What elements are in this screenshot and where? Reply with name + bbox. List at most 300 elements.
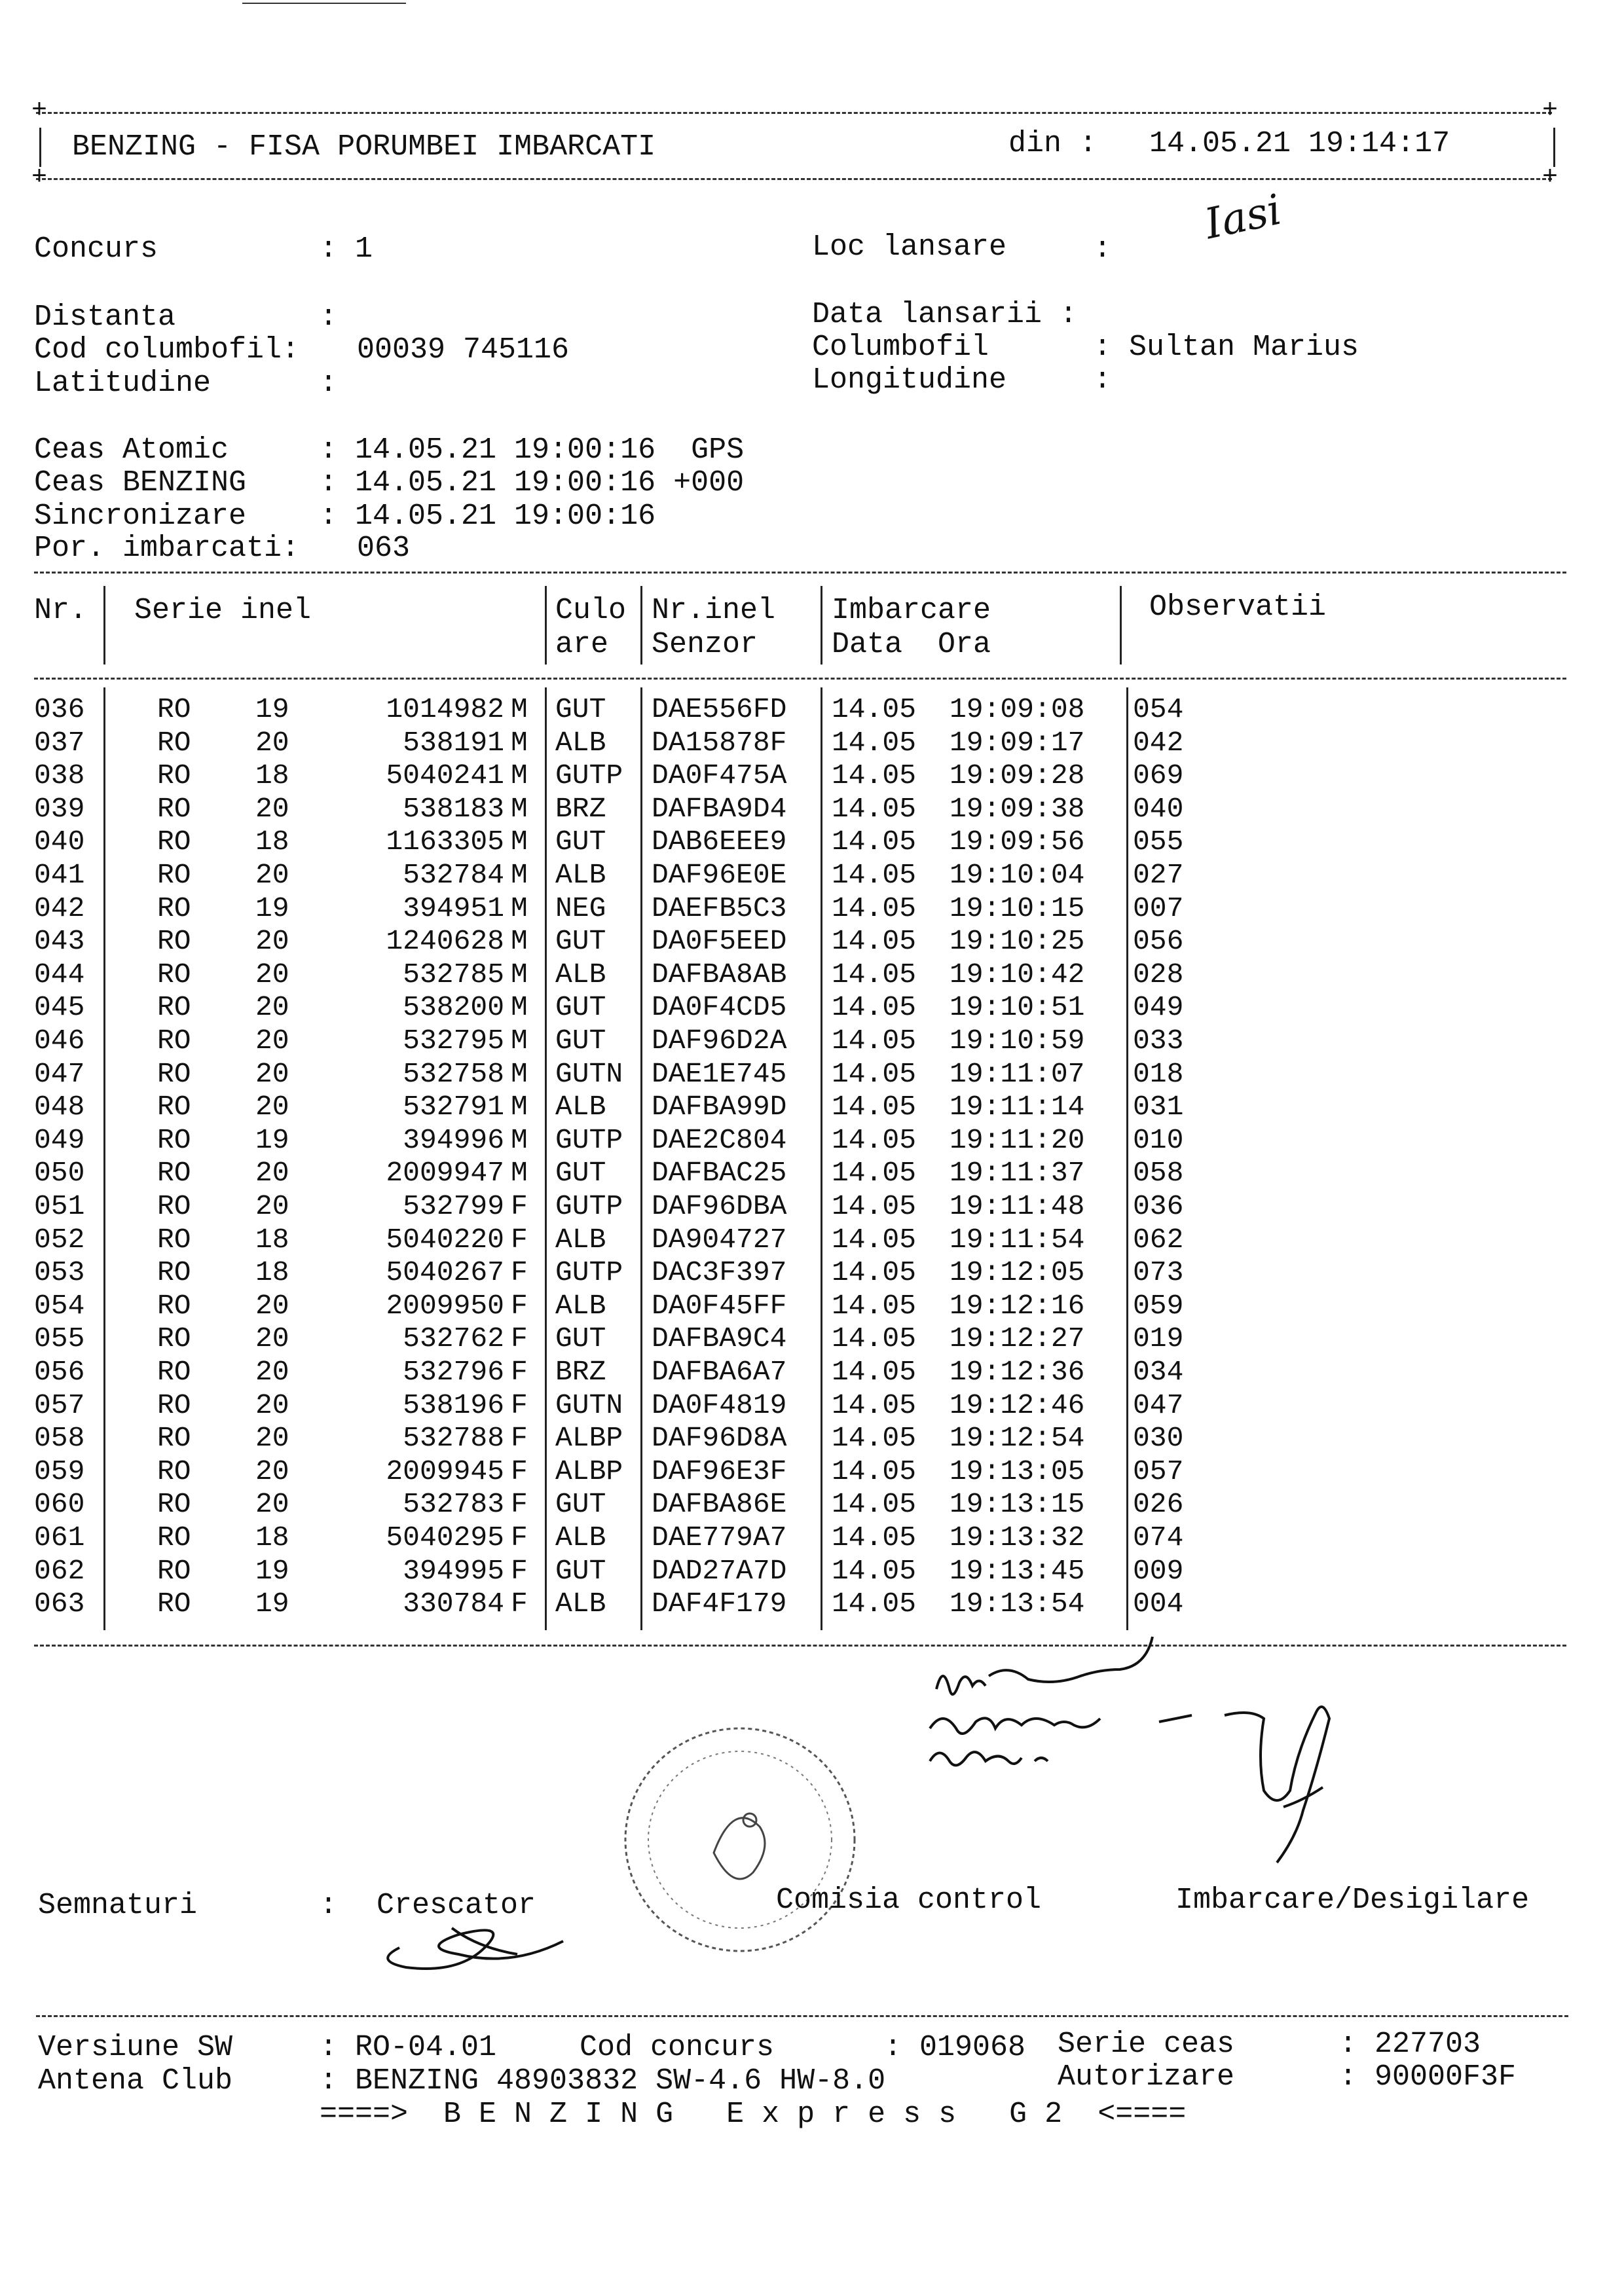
cell-ora: 19:12:27	[950, 1322, 1085, 1355]
cell-tara: RO	[157, 958, 191, 991]
top-mark	[242, 3, 406, 4]
table-row	[0, 1057, 1624, 1091]
cell-senzor: DAF96E0E	[652, 859, 787, 891]
cell-tara: RO	[157, 1554, 191, 1587]
cell-culoare: GUT	[555, 1554, 606, 1587]
cell-inel: 532799	[403, 1190, 504, 1222]
cell-ora: 19:13:45	[950, 1554, 1085, 1587]
cell-culoare: ALB	[555, 1522, 606, 1554]
cell-sex: F	[511, 1289, 528, 1322]
cell-senzor: DAFBA9D4	[652, 792, 787, 825]
cod-concurs-value: : 019068	[884, 2031, 1026, 2064]
cell-tara: RO	[157, 693, 191, 725]
cell-inel: 532785	[403, 958, 504, 991]
col-divider	[640, 687, 642, 1630]
cell-sex: M	[511, 1091, 528, 1123]
header-corner: +	[1542, 163, 1559, 192]
table-row	[0, 1090, 1624, 1123]
cell-culoare: GUT	[555, 1488, 606, 1521]
cell-culoare: GUTP	[555, 759, 623, 792]
cell-sex: M	[511, 892, 528, 924]
cell-an: 18	[255, 1223, 289, 1256]
table-row	[0, 825, 1624, 858]
table-row	[0, 759, 1624, 792]
cell-inel: 532784	[403, 859, 504, 891]
cell-ora: 19:09:28	[950, 759, 1085, 792]
cell-culoare: GUT	[555, 925, 606, 958]
col-divider	[103, 687, 105, 1630]
cell-tara: RO	[157, 792, 191, 825]
cell-data: 14.05	[832, 859, 917, 891]
cell-culoare: ALB	[555, 1588, 606, 1620]
cell-obs: 058	[1133, 1157, 1184, 1190]
cell-an: 20	[255, 1091, 289, 1123]
semnaturi-label: Semnaturi	[38, 1889, 198, 1922]
cell-senzor: DAFBAC25	[652, 1157, 787, 1190]
cell-obs: 028	[1133, 958, 1184, 991]
cell-data: 14.05	[832, 1322, 917, 1355]
table-row	[0, 1421, 1624, 1455]
cell-an: 18	[255, 1522, 289, 1554]
cell-culoare: ALB	[555, 1091, 606, 1123]
cell-data: 14.05	[832, 1289, 917, 1322]
header-corner: +	[31, 163, 48, 192]
table-row	[0, 858, 1624, 892]
cell-sex: M	[511, 1025, 528, 1057]
cell-ora: 19:12:05	[950, 1256, 1085, 1289]
cell-ora: 19:11:54	[950, 1223, 1085, 1256]
cell-culoare: GUTP	[555, 1256, 623, 1289]
cell-data: 14.05	[832, 826, 917, 858]
cell-inel: 532758	[403, 1057, 504, 1090]
cell-an: 19	[255, 892, 289, 924]
cell-senzor: DA15878F	[652, 726, 787, 759]
col-divider	[103, 586, 105, 665]
table-row	[0, 1487, 1624, 1521]
cell-an: 18	[255, 826, 289, 858]
cell-culoare: GUTN	[555, 1389, 623, 1421]
col-divider	[1120, 586, 1122, 665]
cell-ora: 19:09:38	[950, 792, 1085, 825]
cell-an: 20	[255, 991, 289, 1024]
table-row	[0, 1024, 1624, 1057]
cell-senzor: DAFBA86E	[652, 1488, 787, 1521]
header-top-border	[36, 112, 1552, 114]
cell-tara: RO	[157, 1522, 191, 1554]
cell-an: 19	[255, 1554, 289, 1587]
ceas-atomic-value: : 14.05.21 19:00:16 GPS	[320, 433, 745, 467]
table-row	[0, 924, 1624, 958]
cod-columbofil-label: Cod columbofil:	[34, 333, 300, 367]
cell-data: 14.05	[832, 1455, 917, 1487]
cell-nr: 050	[34, 1157, 85, 1190]
latitudine-value: :	[320, 367, 338, 400]
table-row	[0, 991, 1624, 1024]
cell-culoare: GUT	[555, 1025, 606, 1057]
cell-ora: 19:10:51	[950, 991, 1085, 1024]
din-label: din :	[1008, 127, 1098, 160]
cell-sex: M	[511, 859, 528, 891]
cell-tara: RO	[157, 1256, 191, 1289]
table-header-bottom-border	[34, 678, 1566, 680]
cell-data: 14.05	[832, 1554, 917, 1587]
cell-sex: M	[511, 826, 528, 858]
cell-inel: 538191	[403, 726, 504, 759]
cell-nr: 051	[34, 1190, 85, 1222]
ceas-benzing-label: Ceas BENZING	[34, 466, 247, 500]
cell-an: 20	[255, 1057, 289, 1090]
cell-senzor: DA0F5EED	[652, 925, 787, 958]
cell-an: 20	[255, 859, 289, 891]
cell-data: 14.05	[832, 1389, 917, 1421]
table-row	[0, 792, 1624, 826]
cell-nr: 057	[34, 1389, 85, 1421]
table-row	[0, 1156, 1624, 1190]
cell-nr: 040	[34, 826, 85, 858]
cell-senzor: DA0F4819	[652, 1389, 787, 1421]
cell-senzor: DAFBA6A7	[652, 1356, 787, 1388]
col-divider	[821, 687, 822, 1630]
header-corner: +	[1542, 96, 1559, 126]
cell-inel: 532788	[403, 1422, 504, 1455]
cell-inel: 532762	[403, 1322, 504, 1355]
columbofil-value: : Sultan Marius	[1094, 331, 1359, 364]
table-row	[0, 1455, 1624, 1488]
cell-tara: RO	[157, 1389, 191, 1421]
cell-inel: 532795	[403, 1025, 504, 1057]
semnaturi-sep: :	[320, 1889, 338, 1922]
cell-culoare: GUT	[555, 1157, 606, 1190]
cell-culoare: GUTP	[555, 1190, 623, 1222]
cell-nr: 063	[34, 1588, 85, 1620]
cell-an: 19	[255, 1588, 289, 1620]
cell-nr: 043	[34, 925, 85, 958]
cell-culoare: GUT	[555, 991, 606, 1024]
cell-tara: RO	[157, 892, 191, 924]
th-imbarcare: Imbarcare	[832, 594, 991, 627]
cell-obs: 059	[1133, 1289, 1184, 1322]
cell-nr: 059	[34, 1455, 85, 1487]
cell-inel: 5040220	[386, 1223, 504, 1256]
benzing-express-banner: ====> B E N Z I N G E x p r e s s G 2 <====	[320, 2098, 1187, 2131]
header-bottom-border	[36, 178, 1552, 180]
cell-culoare: GUT	[555, 826, 606, 858]
cell-data: 14.05	[832, 1588, 917, 1620]
cell-ora: 19:09:08	[950, 693, 1085, 725]
latitudine-label: Latitudine	[34, 367, 212, 400]
table-bottom-border	[34, 1645, 1566, 1647]
cell-ora: 19:10:15	[950, 892, 1085, 924]
th-culoare-2: are	[555, 628, 609, 661]
cell-ora: 19:13:54	[950, 1588, 1085, 1620]
table-row	[0, 1521, 1624, 1554]
table-row	[0, 892, 1624, 925]
cell-data: 14.05	[832, 759, 917, 792]
cell-an: 20	[255, 1455, 289, 1487]
cell-inel: 538200	[403, 991, 504, 1024]
table-body	[0, 693, 1624, 1635]
cell-culoare: NEG	[555, 892, 606, 924]
longitudine-label: Longitudine	[812, 363, 1007, 397]
cell-sex: M	[511, 1157, 528, 1190]
cell-obs: 055	[1133, 826, 1184, 858]
cell-sex: M	[511, 759, 528, 792]
cell-culoare: ALB	[555, 958, 606, 991]
cell-data: 14.05	[832, 693, 917, 725]
cell-sex: F	[511, 1422, 528, 1455]
cell-ora: 19:13:15	[950, 1488, 1085, 1521]
cell-obs: 047	[1133, 1389, 1184, 1421]
cell-nr: 049	[34, 1123, 85, 1156]
cell-ora: 19:11:14	[950, 1091, 1085, 1123]
cell-tara: RO	[157, 859, 191, 891]
cell-sex: M	[511, 925, 528, 958]
cell-nr: 055	[34, 1322, 85, 1355]
cell-obs: 056	[1133, 925, 1184, 958]
cell-ora: 19:10:04	[950, 859, 1085, 891]
table-row	[0, 1554, 1624, 1588]
cell-data: 14.05	[832, 1522, 917, 1554]
cell-nr: 037	[34, 726, 85, 759]
cell-tara: RO	[157, 826, 191, 858]
table-row	[0, 1190, 1624, 1223]
cell-an: 20	[255, 925, 289, 958]
ceas-atomic-label: Ceas Atomic	[34, 433, 229, 467]
signature-imbarcare	[1211, 1702, 1382, 1899]
cell-sex: F	[511, 1223, 528, 1256]
cell-an: 20	[255, 958, 289, 991]
cell-nr: 046	[34, 1025, 85, 1057]
cell-sex: F	[511, 1256, 528, 1289]
table-row	[0, 726, 1624, 759]
cell-data: 14.05	[832, 1057, 917, 1090]
din-value: 14.05.21 19:14:17	[1149, 127, 1450, 160]
table-row	[0, 958, 1624, 991]
cell-obs: 042	[1133, 726, 1184, 759]
serie-ceas-value: : 227703	[1339, 2028, 1481, 2061]
cod-concurs-label: Cod concurs	[580, 2031, 775, 2064]
cell-inel: 532796	[403, 1356, 504, 1388]
cell-tara: RO	[157, 1091, 191, 1123]
cell-an: 20	[255, 1190, 289, 1222]
cell-ora: 19:10:25	[950, 925, 1085, 958]
cell-culoare: GUTP	[555, 1123, 623, 1156]
cell-nr: 038	[34, 759, 85, 792]
cell-nr: 048	[34, 1091, 85, 1123]
cell-inel: 5040267	[386, 1256, 504, 1289]
cell-senzor: DAF4F179	[652, 1588, 787, 1620]
th-nr: Nr.	[34, 594, 88, 627]
cell-tara: RO	[157, 1289, 191, 1322]
cell-nr: 041	[34, 859, 85, 891]
cell-ora: 19:11:07	[950, 1057, 1085, 1090]
cell-culoare: ALBP	[555, 1422, 623, 1455]
versiune-sw-label: Versiune SW	[38, 2031, 233, 2064]
cell-senzor: DAFBA99D	[652, 1091, 787, 1123]
table-row	[0, 1587, 1624, 1620]
cell-an: 18	[255, 1256, 289, 1289]
cell-sex: M	[511, 1057, 528, 1090]
table-row	[0, 1123, 1624, 1157]
cell-inel: 2009947	[386, 1157, 504, 1190]
cell-senzor: DAF96E3F	[652, 1455, 787, 1487]
cell-senzor: DA0F45FF	[652, 1289, 787, 1322]
cell-data: 14.05	[832, 1356, 917, 1388]
cell-an: 19	[255, 693, 289, 725]
cell-sex: M	[511, 693, 528, 725]
cell-nr: 054	[34, 1289, 85, 1322]
cell-sex: F	[511, 1389, 528, 1421]
cell-tara: RO	[157, 1455, 191, 1487]
versiune-sw-value: : RO-04.01	[320, 2031, 497, 2064]
cell-data: 14.05	[832, 958, 917, 991]
cell-inel: 5040295	[386, 1522, 504, 1554]
cell-tara: RO	[157, 1123, 191, 1156]
cell-ora: 19:13:05	[950, 1455, 1085, 1487]
table-row	[0, 1289, 1624, 1322]
cell-sex: F	[511, 1455, 528, 1487]
col-divider	[545, 687, 547, 1630]
cell-culoare: ALB	[555, 1223, 606, 1256]
cell-culoare: ALB	[555, 859, 606, 891]
cell-nr: 042	[34, 892, 85, 924]
cell-ora: 19:11:37	[950, 1157, 1085, 1190]
por-imbarcati-label: Por. imbarcati:	[34, 532, 300, 565]
cell-tara: RO	[157, 1157, 191, 1190]
cell-senzor: DAEFB5C3	[652, 892, 787, 924]
cell-tara: RO	[157, 1588, 191, 1620]
cell-inel: 394995	[403, 1554, 504, 1587]
comisia-control-label: Comisia control	[776, 1884, 1042, 1917]
cell-obs: 004	[1133, 1588, 1184, 1620]
autorizare-value: : 90000F3F	[1339, 2060, 1517, 2094]
loc-lansare-handwritten: Iasi	[1200, 185, 1286, 249]
cell-inel: 330784	[403, 1588, 504, 1620]
cell-data: 14.05	[832, 1256, 917, 1289]
document-title: BENZING - FISA PORUMBEI IMBARCATI	[72, 130, 656, 164]
cell-obs: 034	[1133, 1356, 1184, 1388]
cell-sex: M	[511, 792, 528, 825]
cod-columbofil-value: 00039 745116	[357, 333, 570, 367]
cell-senzor: DAF96DBA	[652, 1190, 787, 1222]
th-observatii: Observatii	[1149, 591, 1327, 624]
cell-ora: 19:09:17	[950, 726, 1085, 759]
cell-inel: 2009950	[386, 1289, 504, 1322]
cell-nr: 052	[34, 1223, 85, 1256]
cell-obs: 073	[1133, 1256, 1184, 1289]
cell-ora: 19:12:16	[950, 1289, 1085, 1322]
columbofil-label: Columbofil	[812, 331, 989, 364]
cell-senzor: DAB6EEE9	[652, 826, 787, 858]
cell-tara: RO	[157, 1190, 191, 1222]
cell-obs: 007	[1133, 892, 1184, 924]
cell-ora: 19:11:48	[950, 1190, 1085, 1222]
cell-tara: RO	[157, 1057, 191, 1090]
cell-nr: 060	[34, 1488, 85, 1521]
cell-inel: 5040241	[386, 759, 504, 792]
cell-obs: 031	[1133, 1091, 1184, 1123]
cell-nr: 044	[34, 958, 85, 991]
cell-sex: F	[511, 1190, 528, 1222]
loc-lansare-sep: :	[1094, 232, 1112, 266]
cell-inel: 532783	[403, 1488, 504, 1521]
antena-club-label: Antena Club	[38, 2064, 233, 2098]
cell-senzor: DA0F475A	[652, 759, 787, 792]
cell-obs: 069	[1133, 759, 1184, 792]
cell-senzor: DAD27A7D	[652, 1554, 787, 1587]
club-stamp	[616, 1722, 864, 1958]
cell-ora: 19:10:59	[950, 1025, 1085, 1057]
cell-inel: 538183	[403, 792, 504, 825]
cell-inel: 2009945	[386, 1455, 504, 1487]
cell-culoare: ALB	[555, 1289, 606, 1322]
cell-senzor: DAE1E745	[652, 1057, 787, 1090]
cell-ora: 19:09:56	[950, 826, 1085, 858]
cell-inel: 1240628	[386, 925, 504, 958]
cell-an: 18	[255, 759, 289, 792]
table-row	[0, 1355, 1624, 1389]
cell-tara: RO	[157, 925, 191, 958]
cell-obs: 054	[1133, 693, 1184, 725]
cell-data: 14.05	[832, 892, 917, 924]
col-divider	[821, 586, 822, 665]
cell-senzor: DAF96D2A	[652, 1025, 787, 1057]
cell-senzor: DA904727	[652, 1223, 787, 1256]
cell-culoare: GUTN	[555, 1057, 623, 1090]
header-right-border	[1553, 128, 1555, 167]
cell-sex: F	[511, 1322, 528, 1355]
cell-obs: 074	[1133, 1522, 1184, 1554]
antena-club-value: : BENZING 48903832 SW-4.6 HW-8.0	[320, 2064, 886, 2098]
cell-data: 14.05	[832, 726, 917, 759]
table-row	[0, 693, 1624, 726]
header-left-border	[39, 128, 41, 167]
cell-ora: 19:12:54	[950, 1422, 1085, 1455]
cell-tara: RO	[157, 1322, 191, 1355]
cell-ora: 19:11:20	[950, 1123, 1085, 1156]
cell-obs: 062	[1133, 1223, 1184, 1256]
cell-ora: 19:13:32	[950, 1522, 1085, 1554]
table-top-border	[34, 572, 1566, 574]
cell-senzor: DAE556FD	[652, 693, 787, 725]
cell-tara: RO	[157, 1356, 191, 1388]
th-data-ora: Data Ora	[832, 628, 991, 661]
cell-obs: 030	[1133, 1422, 1184, 1455]
cell-an: 20	[255, 1389, 289, 1421]
distanta-label: Distanta	[34, 301, 176, 334]
cell-nr: 036	[34, 693, 85, 725]
cell-an: 20	[255, 792, 289, 825]
cell-nr: 056	[34, 1356, 85, 1388]
cell-nr: 061	[34, 1522, 85, 1554]
autorizare-label: Autorizare	[1058, 2060, 1235, 2094]
cell-an: 20	[255, 1422, 289, 1455]
cell-senzor: DAE2C804	[652, 1123, 787, 1156]
ceas-benzing-value: : 14.05.21 19:00:16 +000	[320, 466, 745, 500]
cell-tara: RO	[157, 1488, 191, 1521]
cell-sex: M	[511, 726, 528, 759]
longitudine-value: :	[1094, 363, 1112, 397]
serie-ceas-label: Serie ceas	[1058, 2028, 1235, 2061]
cell-senzor: DAF96D8A	[652, 1422, 787, 1455]
concurs-value: : 1	[320, 232, 373, 266]
table-row	[0, 1389, 1624, 1422]
cell-ora: 19:12:46	[950, 1389, 1085, 1421]
cell-culoare: GUT	[555, 1322, 606, 1355]
cell-data: 14.05	[832, 1157, 917, 1190]
cell-obs: 057	[1133, 1455, 1184, 1487]
cell-obs: 019	[1133, 1322, 1184, 1355]
